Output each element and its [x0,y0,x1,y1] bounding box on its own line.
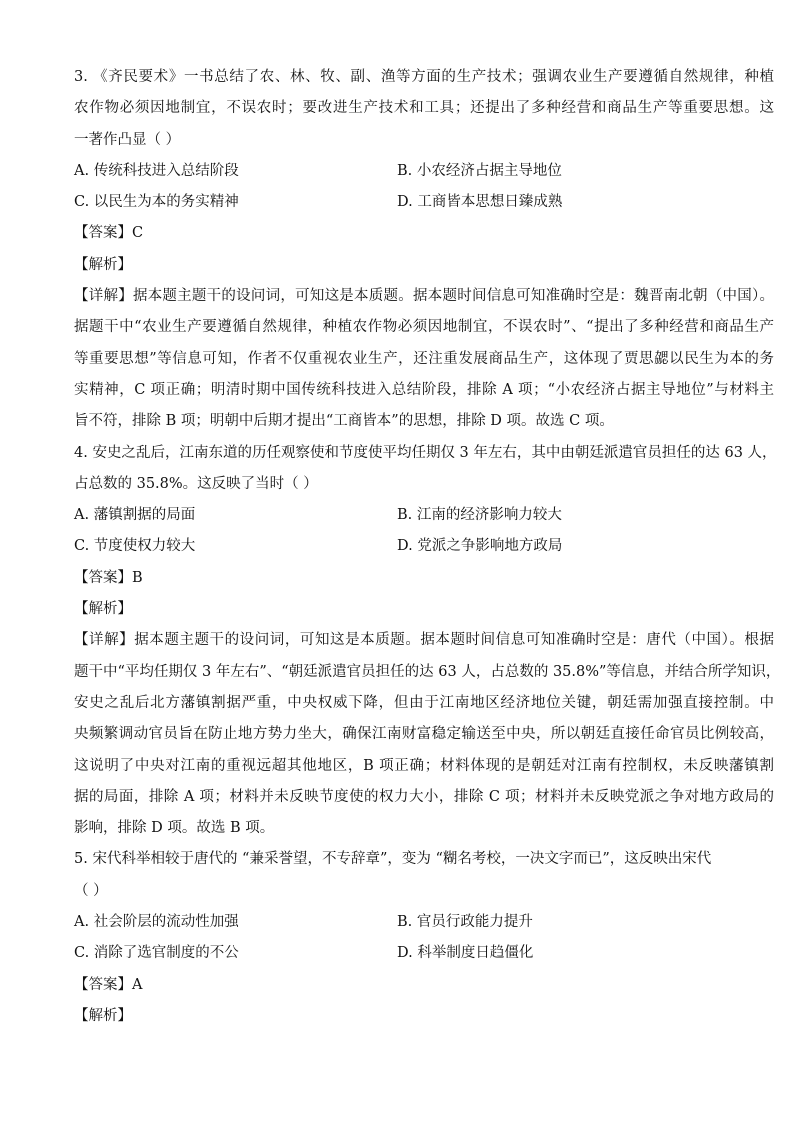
q4-option-b: B. 江南的经济影响力较大 [397,507,562,524]
q3-answer: 【答案】C [74,225,144,242]
q3-stem-line-2: 农作物必须因地制宜，不误农时；要改进生产技术和工具；还提出了多种经营和商品生产等重要思想。这 [74,100,774,117]
question-4 [74,438,781,845]
q3-detail-line-3: 等重要思想”等信息可知，作者不仅重视农业生产，还注重发展商品生产，这体现了贾思勰以民生为本的务 [74,350,774,367]
q4-detail-line-6: 据的局面，排除 A 项；材料并未反映节度使的权力大小，排除 C 项；材料并未反映党派之争对地方政局的 [74,788,774,805]
q3-detail-line-4: 实精神，C 项正确；明清时期中国传统科技进入总结阶段，排除 A 项；“小农经济占据主导地位”与材料主 [74,381,774,398]
q5-option-c: C. 消除了选官制度的不公 [74,945,239,962]
q5-options-row-1 [74,907,774,938]
q3-detail-line-1: 【详解】据本题主题干的设问词，可知这是本质题。据本题时间信息可知准确时空是：魏晋南北朝（中国）。 [74,288,774,305]
q4-detail-line-7: 影响，排除 D 项。故选 B 项。 [74,820,275,837]
q4-answer: 【答案】B [74,569,143,586]
q5-options-row-2 [74,938,774,969]
q4-option-c: C. 节度使权力较大 [74,538,196,555]
q4-detail-line-1: 【详解】据本题主题干的设问词，可知这是本质题。据本题时间信息可知准确时空是：唐代（中国）。根据 [74,632,774,649]
q3-options-row-2 [74,187,774,218]
q3-option-b: B. 小农经济占据主导地位 [397,162,562,179]
q3-stem-line-1: 3. 《齐民要术》一书总结了农、林、牧、副、渔等方面的生产技术；强调农业生产要遵循自然规律，种植 [74,69,774,85]
q4-option-d: D. 党派之争影响地方政局 [397,538,563,555]
q3-analysis-label: 【解析】 [74,256,132,273]
q4-detail-line-2: 题干中“平均任期仅 3 年左右”、“朝廷派遣官员担任的达 63 人，占总数的 35.8%”等信息，并结合所学知识， [74,663,781,680]
q4-analysis-label: 【解析】 [74,601,132,618]
q3-detail-line-5: 旨不符，排除 B 项；明朝中后期才提出“工商皆本”的思想，排除 D 项。故选 C 项。 [74,413,614,430]
q3-option-d: D. 工商皆本思想日臻成熟 [397,194,563,211]
q3-option-c: C. 以民生为本的务实精神 [74,194,239,211]
q5-option-a: A. 社会阶层的流动性加强 [74,914,239,931]
q3-options-row-1 [74,156,774,187]
q4-options-row-1 [74,500,774,531]
q5-stem-line-2: （ ） [74,882,108,899]
document-page [74,62,781,1032]
q5-analysis-label: 【解析】 [74,1007,132,1024]
question-5 [74,844,774,1032]
q5-option-d: D. 科举制度日趋僵化 [397,945,534,962]
q4-options-row-2 [74,531,774,562]
q4-stem-line-1: 4. 安史之乱后，江南东道的历任观察使和节度使平均任期仅 3 年左右，其中由朝廷派遣官员担任的达 63 人， [74,444,777,461]
q3-option-a: A. 传统科技进入总结阶段 [74,162,239,179]
q5-answer: 【答案】A [74,976,143,993]
q5-option-b: B. 官员行政能力提升 [397,914,533,931]
q3-stem-line-3: 一著作凸显（ ） [74,131,181,148]
q4-detail-line-5: 这说明了中央对江南的重视远超其他地区，B 项正确；材料体现的是朝廷对江南有控制权，未反映藩镇割 [74,757,774,774]
q4-stem-line-2: 占总数的 35.8%。这反映了当时（ ） [74,475,318,492]
q4-detail-line-4: 央频繁调动官员旨在防止地方势力坐大，确保江南财富稳定输送至中央，所以朝廷直接任命官员比例较高， [74,726,774,743]
q5-stem-line-1: 5. 宋代科举相较于唐代的 “兼采誉望，不专辞章”，变为 “糊名考校，一决文字而已”，这反映出宋代 [74,851,712,868]
q3-detail-line-2: 据题干中“农业生产要遵循自然规律，种植农作物必须因地制宜，不误农时”、“提出了多种经营和商品生产 [74,319,774,336]
question-3 [74,62,774,438]
q4-option-a: A. 藩镇割据的局面 [74,507,196,524]
q4-detail-line-3: 安史之乱后北方藩镇割据严重，中央权威下降，但由于江南地区经济地位关键，朝廷需加强直接控制。中 [74,694,774,711]
